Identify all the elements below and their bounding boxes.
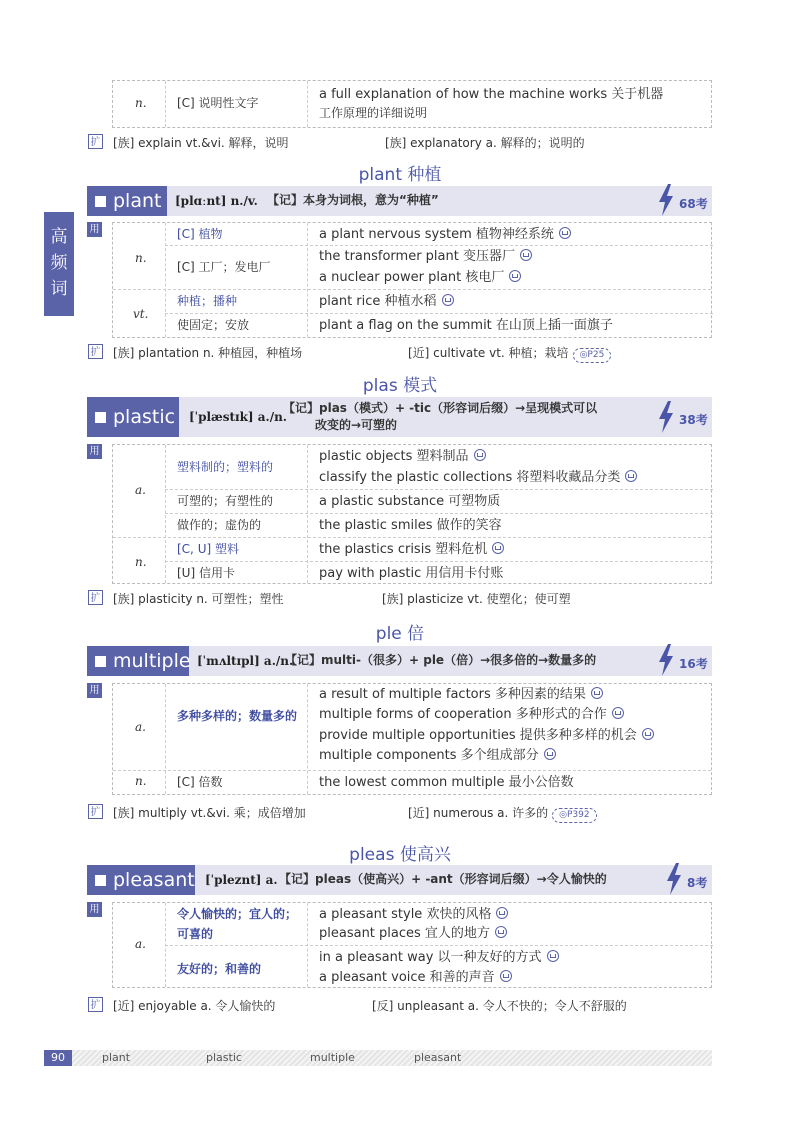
- definition: [C] 工厂；发电厂: [177, 260, 271, 274]
- root-heading: ple 倍: [375, 624, 425, 644]
- top-usage-table: [112, 80, 712, 128]
- example-text: a result of multiple factors 多种因素的结果: [319, 687, 586, 702]
- audio-icon[interactable]: [492, 542, 504, 554]
- high-frequency-tab: [44, 212, 74, 316]
- example: a full explanation of how the machine works 关于机器: [319, 87, 664, 102]
- page-number: 90: [44, 1050, 72, 1066]
- example: [319, 446, 486, 467]
- example-text: multiple forms of cooperation 多种形式的合作: [319, 707, 607, 722]
- usage-table: [112, 222, 712, 338]
- audio-icon[interactable]: [547, 950, 559, 962]
- example: [319, 772, 574, 793]
- example-text: classify the plastic collections 将塑料收藏品分类: [319, 470, 621, 485]
- part-of-speech: n.: [135, 555, 147, 569]
- divider: [307, 223, 308, 337]
- pronunciation: [plɑːnt] n./v.: [175, 194, 258, 208]
- example-text: the plastics crisis 塑料危机: [319, 542, 488, 557]
- footer-word: multiple: [310, 1051, 355, 1064]
- definition: [C, U] 塑料: [177, 542, 239, 556]
- word-header: [87, 397, 712, 437]
- example: [319, 923, 507, 944]
- audio-icon[interactable]: [495, 926, 507, 938]
- example: [319, 725, 654, 746]
- divider: [165, 81, 166, 127]
- part-of-speech: a.: [135, 937, 146, 951]
- extension-right: [408, 344, 611, 363]
- example-text: provide multiple opportunities 提供多种多样的机会: [319, 728, 637, 743]
- exam-count: 68考: [679, 197, 708, 211]
- definition: [C] 倍数: [177, 775, 223, 789]
- row-divider: [165, 489, 713, 490]
- audio-icon[interactable]: [520, 249, 532, 261]
- exam-count: 38考: [679, 413, 708, 427]
- extension-left: [族] multiply vt.&vi. 乘；成倍增加: [113, 806, 306, 820]
- footer-word: plant: [102, 1051, 131, 1064]
- usage-icon: 用: [87, 222, 102, 237]
- example: [319, 267, 521, 288]
- audio-icon[interactable]: [559, 227, 571, 239]
- usage-table: [112, 444, 712, 584]
- usage-icon: 用: [87, 444, 102, 459]
- lightning-icon: [657, 644, 675, 676]
- example-text: a pleasant style 欢快的风格: [319, 907, 492, 922]
- example-text: a nuclear power plant 核电厂: [319, 270, 505, 285]
- example: [319, 515, 502, 536]
- example: 工作原理的详细说明: [319, 106, 428, 120]
- definition: 做作的；虚伪的: [177, 518, 262, 532]
- usage-table: [112, 683, 712, 795]
- part-of-speech: n.: [135, 774, 147, 788]
- definition: [U] 信用卡: [177, 566, 235, 580]
- square-icon: [95, 875, 106, 886]
- part-of-speech: n.: [135, 96, 147, 110]
- headword: pleasant: [113, 869, 195, 891]
- example-text: a pleasant voice 和善的声音: [319, 970, 495, 985]
- audio-icon[interactable]: [474, 449, 486, 461]
- root-heading: plas 模式: [362, 376, 438, 396]
- example: [319, 704, 624, 725]
- side-tab-char: 高: [50, 227, 68, 247]
- word-box: [87, 865, 195, 895]
- extension-left: [族] plantation n. 种植园，种植场: [113, 346, 303, 360]
- extension-left: [近] enjoyable a. 令人愉快的: [113, 999, 276, 1013]
- extension-text: [近] numerous a. 许多的: [408, 806, 549, 820]
- audio-icon[interactable]: [496, 907, 508, 919]
- example-text: plastic objects 塑料制品: [319, 449, 469, 464]
- example: [319, 947, 559, 968]
- example-text: the plastic smiles 做作的笑容: [319, 518, 502, 533]
- row-divider: [165, 513, 713, 514]
- row-divider: [113, 289, 711, 290]
- part-of-speech: a.: [135, 720, 146, 734]
- divider: [165, 223, 166, 337]
- lightning-icon: [657, 184, 675, 216]
- part-of-speech: vt.: [133, 307, 149, 321]
- extension-text: [近] cultivate vt. 种植；栽培: [408, 346, 569, 360]
- extension-icon: 扩: [88, 997, 103, 1012]
- exam-count: 16考: [679, 657, 708, 671]
- example-text: a plant nervous system 植物神经系统: [319, 227, 554, 242]
- definition: 种植；播种: [177, 294, 238, 308]
- example: [319, 745, 556, 766]
- headword: plant: [113, 190, 162, 212]
- page-reference[interactable]: ◎P25: [573, 348, 612, 363]
- divider: [307, 445, 308, 583]
- example: [319, 563, 503, 584]
- example-text: multiple components 多个组成部分: [319, 748, 539, 763]
- memory-tip: 【记】multi-（很多）+ ple（倍）→很多倍的→数量多的: [285, 653, 597, 667]
- extension-icon: 扩: [88, 804, 103, 819]
- definition: [C] 植物: [177, 227, 223, 241]
- example-text: pleasant places 宜人的地方: [319, 926, 490, 941]
- headword: multiple: [113, 650, 191, 672]
- word-box: [87, 646, 189, 676]
- audio-icon[interactable]: [591, 687, 603, 699]
- extension-left: [族] explain vt.&vi. 解释，说明: [113, 136, 289, 150]
- audio-icon[interactable]: [500, 970, 512, 982]
- memory-tip: 【记】本身为词根，意为“种植”: [267, 193, 439, 207]
- definition: 友好的；和善的: [177, 962, 262, 976]
- extension-right: [族] plasticize vt. 使塑化；使可塑: [382, 592, 571, 606]
- definition: 多种多样的；数量多的: [177, 709, 298, 723]
- extension-icon: 扩: [88, 590, 103, 605]
- root-heading: pleas 使高兴: [349, 845, 451, 865]
- exam-count: 8考: [687, 876, 708, 890]
- example: [319, 539, 504, 560]
- memory-tip: 【记】pleas（使高兴）+ -ant（形容词后缀）→令人愉快的: [279, 872, 607, 886]
- example: [319, 967, 512, 988]
- divider: [307, 684, 308, 794]
- divider: [165, 684, 166, 794]
- example: [319, 467, 637, 488]
- extension-left: [族] plasticity n. 可塑性；塑性: [113, 592, 284, 606]
- row-divider: [165, 945, 713, 946]
- extension-icon: 扩: [88, 344, 103, 359]
- usage-icon: 用: [87, 902, 102, 917]
- memory-tip: 【记】plas（模式）+ -tic（形容词后缀）→呈现模式可以: [283, 401, 598, 415]
- audio-icon[interactable]: [625, 470, 637, 482]
- square-icon: [95, 196, 106, 207]
- square-icon: [95, 412, 106, 423]
- definition: 使固定；安放: [177, 318, 250, 332]
- word-box: [87, 397, 179, 437]
- audio-icon[interactable]: [642, 728, 654, 740]
- row-divider: [165, 561, 713, 562]
- definition: 可塑的；有塑性的: [177, 494, 274, 508]
- side-tab-char: 频: [50, 253, 68, 273]
- audio-icon[interactable]: [442, 294, 454, 306]
- lightning-icon: [657, 401, 675, 433]
- example: [319, 491, 500, 512]
- audio-icon[interactable]: [612, 707, 624, 719]
- page-reference[interactable]: ◎P392: [552, 808, 596, 823]
- lightning-icon: [665, 863, 683, 895]
- definition: 塑料制的；塑料的: [177, 460, 274, 474]
- usage-icon: 用: [87, 683, 102, 698]
- example-text: a plastic substance 可塑物质: [319, 494, 501, 509]
- pronunciation: [ˈmʌltɪpl] a./n.: [197, 654, 294, 668]
- divider: [307, 81, 308, 127]
- example: [319, 224, 571, 245]
- word-header: [87, 646, 712, 676]
- usage-table: [112, 902, 712, 988]
- example-text: pay with plastic 用信用卡付账: [319, 566, 504, 581]
- word-box: [87, 186, 167, 216]
- audio-icon[interactable]: [544, 748, 556, 760]
- page-footer: [44, 1050, 712, 1066]
- footer-word: plastic: [206, 1051, 242, 1064]
- part-of-speech: a.: [135, 483, 146, 497]
- word-header: [87, 865, 712, 895]
- extension-right: [408, 804, 597, 823]
- pronunciation: [ˈpleznt] a.: [205, 873, 278, 887]
- square-icon: [95, 656, 106, 667]
- extension-right: [族] explanatory a. 解释的；说明的: [385, 136, 585, 150]
- example-text: in a pleasant way 以一种友好的方式: [319, 950, 542, 965]
- part-of-speech: n.: [135, 251, 147, 265]
- definition: [C] 说明性文字: [177, 96, 259, 110]
- example-text: the transformer plant 变压器厂: [319, 249, 515, 264]
- divider: [165, 445, 166, 583]
- example: [319, 291, 454, 312]
- headword: plastic: [113, 406, 176, 428]
- root-heading: plant 种植: [358, 165, 442, 185]
- example: [319, 684, 603, 705]
- row-divider: [113, 770, 711, 771]
- example-text: the lowest common multiple 最小公倍数: [319, 775, 574, 790]
- memory-tip: 改变的→可塑的: [315, 418, 398, 432]
- row-divider: [113, 537, 711, 538]
- word-header: [87, 186, 712, 216]
- side-tab-char: 词: [50, 279, 68, 299]
- example: [319, 246, 532, 267]
- pronunciation: [ˈplæstɪk] a./n.: [189, 410, 287, 424]
- example-text: plant rice 种植水稻: [319, 294, 437, 309]
- extension-right: [反] unpleasant a. 令人不快的；令人不舒服的: [372, 999, 627, 1013]
- extension-icon: 扩: [88, 134, 103, 149]
- audio-icon[interactable]: [509, 270, 521, 282]
- example-text: plant a flag on the summit 在山顶上插一面旗子: [319, 318, 613, 333]
- example: [319, 315, 613, 336]
- definition: 令人愉快的；宜人的；可喜的: [177, 907, 298, 941]
- footer-word: pleasant: [414, 1051, 462, 1064]
- example: [319, 904, 508, 925]
- row-divider: [165, 313, 713, 314]
